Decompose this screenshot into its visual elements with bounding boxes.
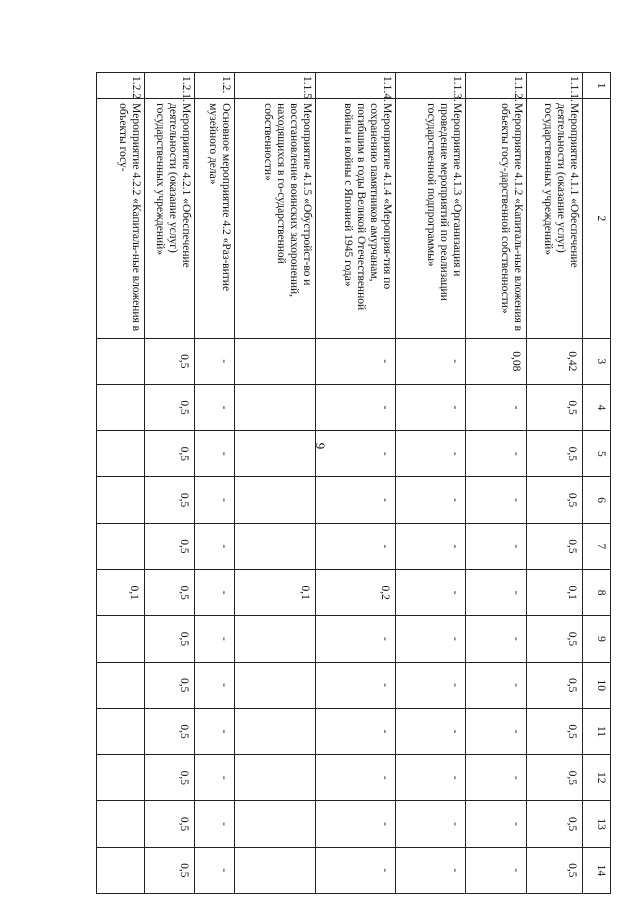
row-value bbox=[235, 523, 316, 569]
row-value: - bbox=[195, 616, 235, 662]
row-value: 0,5 bbox=[145, 708, 195, 754]
row-value: - bbox=[316, 847, 396, 893]
row-value bbox=[235, 755, 316, 801]
row-value: 0,5 bbox=[527, 801, 583, 847]
table-row bbox=[396, 73, 466, 894]
column-header: 5 bbox=[583, 431, 611, 477]
row-code: 1.1.4. bbox=[316, 73, 396, 99]
row-name: Основное мероприятие 4.2 «Раз-витие музейного дела» bbox=[195, 99, 235, 338]
row-value: - bbox=[396, 570, 466, 616]
row-value: - bbox=[195, 570, 235, 616]
row-value: - bbox=[466, 616, 527, 662]
row-value: - bbox=[466, 847, 527, 893]
row-value: - bbox=[466, 801, 527, 847]
table-row bbox=[145, 73, 195, 894]
row-value: - bbox=[466, 570, 527, 616]
row-value bbox=[235, 477, 316, 523]
row-name: Мероприятие 4.1.3 «Организация и проведение мероприятий по реализации государственной подпрограммы» bbox=[396, 99, 466, 338]
table-row bbox=[97, 73, 145, 894]
row-value: 0,08 bbox=[466, 338, 527, 384]
row-value bbox=[235, 662, 316, 708]
row-value: 0,5 bbox=[527, 847, 583, 893]
row-value: - bbox=[396, 477, 466, 523]
table-row bbox=[235, 73, 316, 894]
row-value bbox=[97, 431, 145, 477]
row-value: - bbox=[396, 523, 466, 569]
row-value: - bbox=[316, 801, 396, 847]
row-value: 0,5 bbox=[145, 431, 195, 477]
column-header: 14 bbox=[583, 847, 611, 893]
row-value: 0,5 bbox=[527, 477, 583, 523]
row-value bbox=[97, 801, 145, 847]
column-header: 8 bbox=[583, 570, 611, 616]
row-value: - bbox=[466, 662, 527, 708]
row-code: 1.1.1. bbox=[527, 73, 583, 99]
row-value: 0,1 bbox=[97, 570, 145, 616]
row-value: - bbox=[396, 431, 466, 477]
row-value: 0,5 bbox=[145, 384, 195, 430]
row-value: 0,5 bbox=[145, 847, 195, 893]
indicators-table-container bbox=[89, 72, 611, 894]
row-value: - bbox=[396, 616, 466, 662]
row-value: - bbox=[195, 662, 235, 708]
column-header: 4 bbox=[583, 384, 611, 430]
row-value: 0,5 bbox=[527, 384, 583, 430]
row-value: - bbox=[396, 801, 466, 847]
page-number: 9 bbox=[313, 442, 328, 450]
row-value: - bbox=[316, 477, 396, 523]
column-header: 7 bbox=[583, 523, 611, 569]
row-value bbox=[235, 338, 316, 384]
row-value bbox=[235, 801, 316, 847]
row-value: - bbox=[316, 708, 396, 754]
row-name: Мероприятие 4.1.5 «Обустройст-во и восстановление воинских захоронений, находящихся в го-сударственной собственности» bbox=[235, 99, 316, 338]
row-value: - bbox=[195, 801, 235, 847]
row-value: - bbox=[316, 523, 396, 569]
row-value: - bbox=[396, 662, 466, 708]
row-value: - bbox=[316, 616, 396, 662]
row-value bbox=[97, 477, 145, 523]
row-value: - bbox=[195, 708, 235, 754]
row-value: - bbox=[195, 755, 235, 801]
row-value bbox=[97, 662, 145, 708]
table-row bbox=[195, 73, 235, 894]
row-value bbox=[235, 616, 316, 662]
row-value: - bbox=[396, 708, 466, 754]
column-header: 6 bbox=[583, 477, 611, 523]
table-body bbox=[97, 73, 583, 894]
row-value: - bbox=[466, 523, 527, 569]
row-name: Мероприятие 4.1.2 «Капиталь-ные вложения в объекты госу-дарственной собственности» bbox=[466, 99, 527, 338]
row-value: - bbox=[396, 847, 466, 893]
row-value: - bbox=[316, 338, 396, 384]
row-value bbox=[235, 384, 316, 430]
row-value: 0,5 bbox=[145, 616, 195, 662]
row-value: - bbox=[316, 662, 396, 708]
row-value: - bbox=[466, 384, 527, 430]
row-code: 1.2.1. bbox=[145, 73, 195, 99]
row-value: - bbox=[466, 708, 527, 754]
column-header: 11 bbox=[583, 708, 611, 754]
row-code: 1.1.3. bbox=[396, 73, 466, 99]
table-row bbox=[316, 73, 396, 894]
row-value: - bbox=[195, 384, 235, 430]
column-header: 10 bbox=[583, 662, 611, 708]
row-value: 0,5 bbox=[145, 338, 195, 384]
row-name: Мероприятие 4.1.1 «Обеспечение деятельности (оказание услуг) государственных учреждений» bbox=[527, 99, 583, 338]
row-value bbox=[235, 431, 316, 477]
row-value: - bbox=[195, 847, 235, 893]
row-code: 1.1.5 bbox=[235, 73, 316, 99]
column-header: 9 bbox=[583, 616, 611, 662]
row-value: - bbox=[396, 755, 466, 801]
row-value: - bbox=[466, 431, 527, 477]
row-value: 0,2 bbox=[316, 570, 396, 616]
row-value: - bbox=[195, 338, 235, 384]
row-value: - bbox=[195, 431, 235, 477]
row-value: 0,1 bbox=[235, 570, 316, 616]
row-value: - bbox=[316, 384, 396, 430]
row-value: 0,42 bbox=[527, 338, 583, 384]
row-value: - bbox=[195, 523, 235, 569]
row-value: 0,5 bbox=[145, 755, 195, 801]
row-value bbox=[97, 523, 145, 569]
row-value bbox=[97, 708, 145, 754]
row-value: 0,5 bbox=[527, 431, 583, 477]
row-value: 0,5 bbox=[527, 616, 583, 662]
row-value: 0,5 bbox=[527, 523, 583, 569]
row-value: - bbox=[396, 338, 466, 384]
row-value: 0,5 bbox=[145, 570, 195, 616]
row-name: Мероприятие 4.2.1 «Обеспечение деятельности (оказание услуг) государственных учреждений» bbox=[145, 99, 195, 338]
row-value: - bbox=[316, 431, 396, 477]
row-value bbox=[97, 847, 145, 893]
row-value: - bbox=[396, 384, 466, 430]
row-value: 0,5 bbox=[145, 477, 195, 523]
column-header: 1 bbox=[583, 73, 611, 99]
column-header: 2 bbox=[583, 99, 611, 338]
row-value: - bbox=[195, 477, 235, 523]
table-row bbox=[466, 73, 527, 894]
column-header: 13 bbox=[583, 801, 611, 847]
row-name: Мероприятие 4.1.4 «Мероприя-тия по сохранению памятников амурчанам, погибшим в годы Великой Отечественной войны и войны с Японией 1945 года» bbox=[316, 99, 396, 338]
header-row bbox=[583, 73, 611, 894]
row-value bbox=[97, 384, 145, 430]
row-value bbox=[235, 708, 316, 754]
row-code: 1.2.2 bbox=[97, 73, 145, 99]
column-header: 12 bbox=[583, 755, 611, 801]
row-value: 0,5 bbox=[527, 662, 583, 708]
row-value: 0,1 bbox=[527, 570, 583, 616]
row-value: 0,5 bbox=[527, 755, 583, 801]
row-value bbox=[97, 338, 145, 384]
indicators-table bbox=[96, 72, 611, 894]
row-value bbox=[97, 755, 145, 801]
row-value: 0,5 bbox=[145, 662, 195, 708]
row-value: - bbox=[466, 755, 527, 801]
row-value bbox=[97, 616, 145, 662]
row-code: 1.2. bbox=[195, 73, 235, 99]
row-value: 0,5 bbox=[145, 801, 195, 847]
column-header: 3 bbox=[583, 338, 611, 384]
row-value: - bbox=[316, 755, 396, 801]
row-value: 0,5 bbox=[145, 523, 195, 569]
row-name: Мероприятие 4.2.2 «Капиталь-ные вложения в объекты госу- bbox=[97, 99, 145, 338]
row-value bbox=[235, 847, 316, 893]
table-row bbox=[527, 73, 583, 894]
row-code: 1.1.2. bbox=[466, 73, 527, 99]
row-value: - bbox=[466, 477, 527, 523]
row-value: 0,5 bbox=[527, 708, 583, 754]
